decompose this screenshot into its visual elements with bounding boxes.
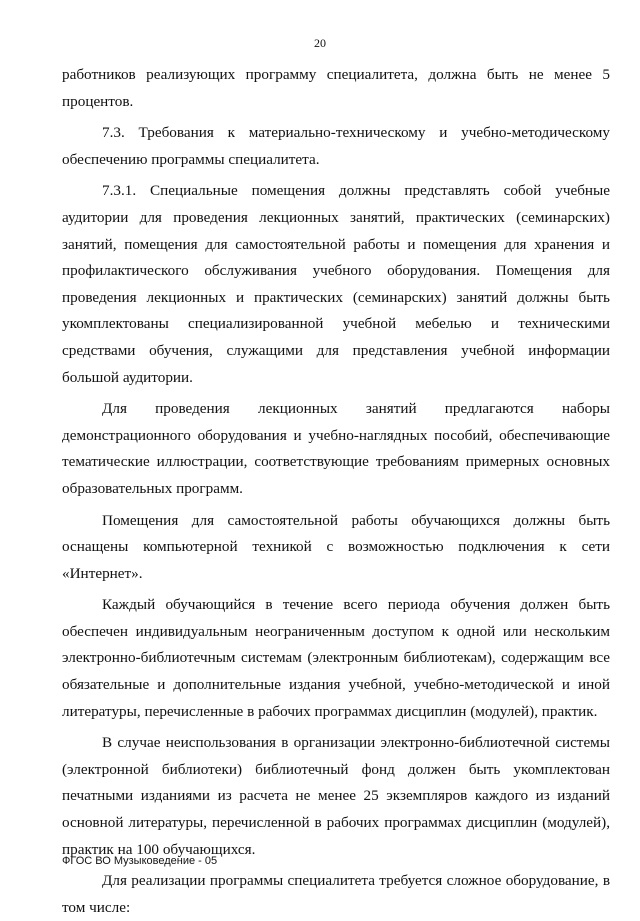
paragraph: В случае неиспользования в организации электронно-библиотечной системы (электронной библиотеки) библиотечный фонд должен быть укомплектован печатными изданиями из расчета не менее 25 экземпляров каждого из изданий основной литературы, перечисленной в рабочих программах дисциплин (модулей), практик на 100 обучающихся. bbox=[62, 734, 610, 858]
page-number: 20 bbox=[314, 36, 326, 50]
body-text bbox=[62, 62, 610, 921]
paragraph: 7.3. Требования к материально-техническому и учебно-методическому обеспечению программы специалитета. bbox=[62, 124, 610, 168]
paragraph: Для проведения лекционных занятий предлагаются наборы демонстрационного оборудования и учебно-наглядных пособий, обеспечивающие тематические иллюстрации, соответствующие требованиям примерных основных образовательных программ. bbox=[62, 400, 610, 497]
paragraph: Для реализации программы специалитета требуется сложное оборудование, в том числе: bbox=[62, 872, 610, 916]
paragraph: 7.3.1. Специальные помещения должны представлять собой учебные аудитории для проведения лекционных занятий, практических (семинарских) занятий, помещения для самостоятельной работы и помещения для хранения и профилактического обслуживания учебного оборудования. Помещения для проведения лекционных и практических (семинарских) занятий должны быть укомплектованы специализированной учебной мебелью и техническими средствами обучения, служащими для представления учебной информации большой аудитории. bbox=[62, 182, 610, 386]
page-footer: ФГОС ВО Музыковедение - 05 bbox=[62, 855, 218, 867]
paragraph: Каждый обучающийся в течение всего периода обучения должен быть обеспечен индивидуальным неограниченным доступом к одной или нескольким электронно-библиотечным системам (электронным библиотекам), содержащим все обязательные и дополнительные издания учебной, учебно-методической и иной литературы, перечисленные в рабочих программах дисциплин (модулей), практик. bbox=[62, 596, 610, 720]
paragraph: работников реализующих программу специалитета, должна быть не менее 5 процентов. bbox=[62, 66, 610, 110]
paragraph: Помещения для самостоятельной работы обучающихся должны быть оснащены компьютерной техникой с возможностью подключения к сети «Интернет». bbox=[62, 511, 610, 582]
